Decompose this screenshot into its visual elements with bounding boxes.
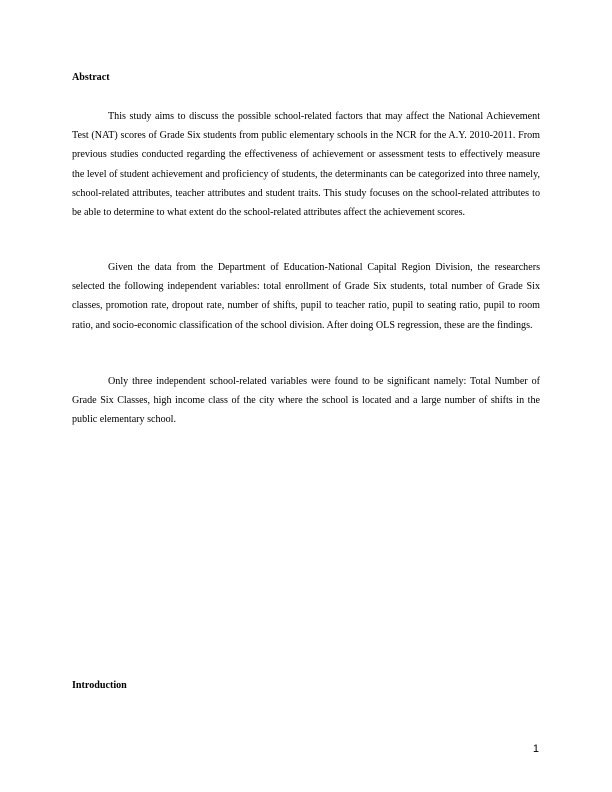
page-number: 1 [532, 743, 539, 755]
abstract-heading: Abstract [72, 72, 110, 83]
introduction-heading: Introduction [72, 680, 127, 691]
abstract-paragraph-3: Only three independent school-related variables were found to be significant namely: Total Number of Grade Six Classes, high income class of the city where the school is located and a large number of shifts in the public elementary school. [72, 376, 540, 426]
abstract-paragraph-1: This study aims to discuss the possible school-related factors that may affect the National Achievement Test (NAT) scores of Grade Six students from public elementary schools in the NCR for the A.Y. 2010-2011. From previous studies conducted regarding the effectiveness of achievement or assessment tests to effectively measure the level of student achievement and proficiency of students, the determinants can be categorized into three namely, school-related attributes, teacher attributes and student traits. This study focuses on the school-related attributes to be able to determine to what extent do the school-related attributes affect the achievement scores. [72, 111, 540, 219]
abstract-paragraph-2: Given the data from the Department of Education-National Capital Region Division, the researchers selected the following independent variables: total enrollment of Grade Six students, total number of Grade Six classes, promotion rate, dropout rate, number of shifts, pupil to teacher ratio, pupil to seating ratio, pupil to room ratio, and socio-economic classification of the school division. After doing OLS regression, these are the findings. [72, 262, 540, 331]
